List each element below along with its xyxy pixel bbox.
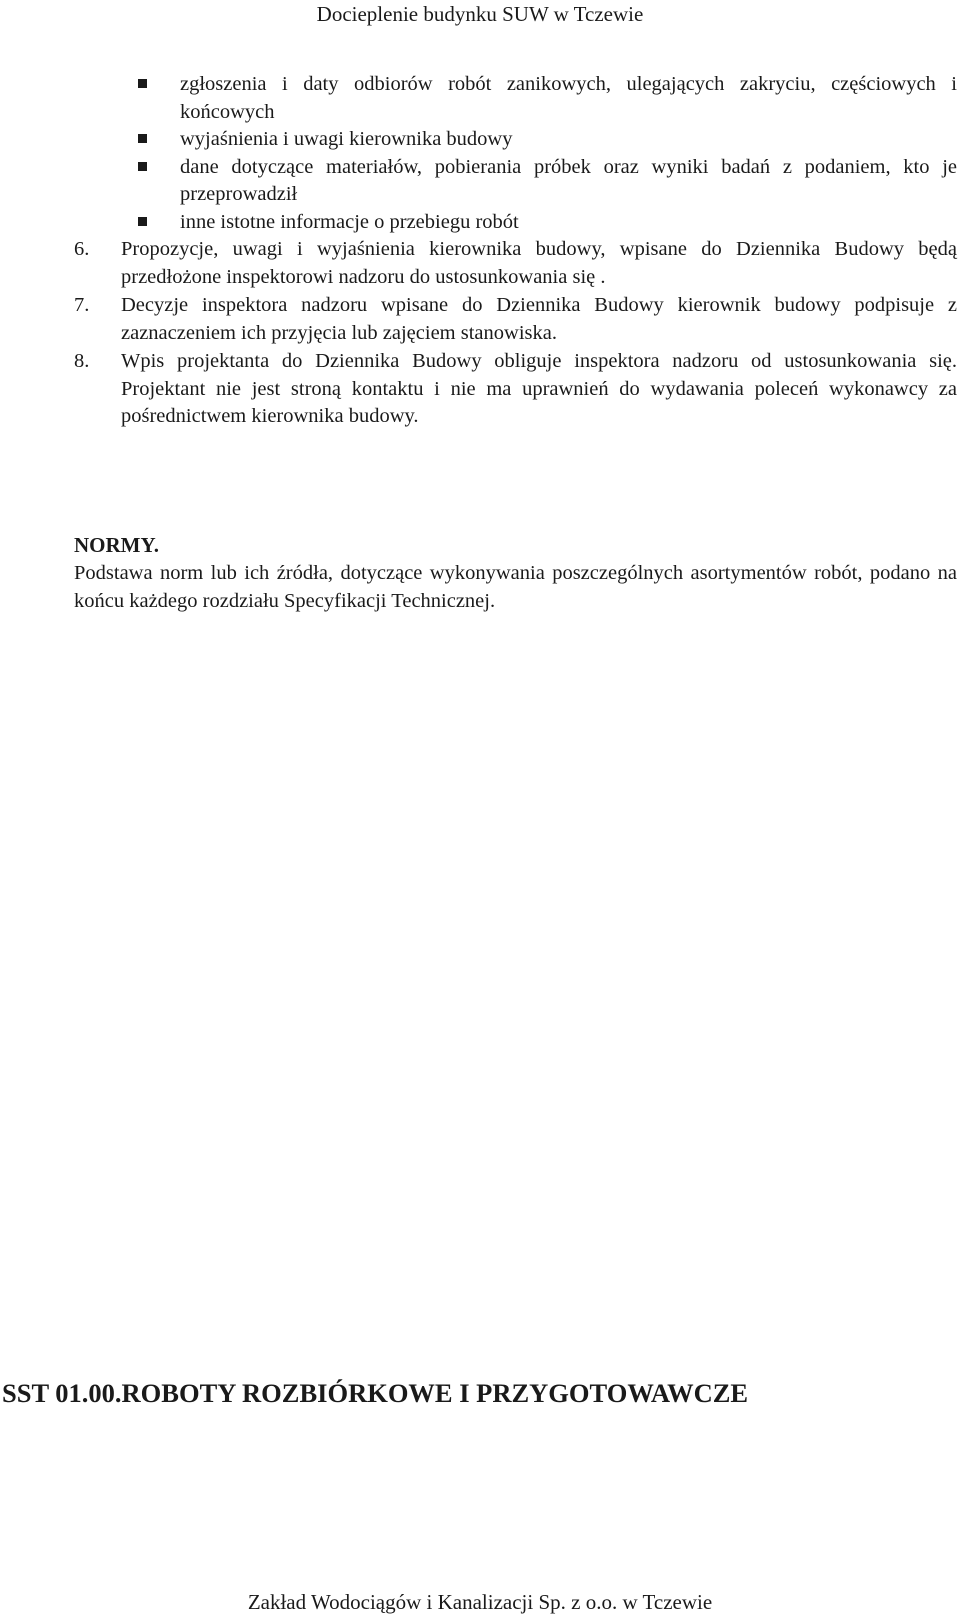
list-item-text: inne istotne informacje o przebiegu robót (180, 210, 519, 233)
item-number: 7. (74, 294, 90, 316)
numbered-item (74, 348, 957, 431)
norms-heading: NORMY. (74, 533, 159, 557)
page-header: Docieplenie budynku SUW w Tczewie (316, 2, 644, 26)
square-bullet-icon (138, 79, 147, 88)
item-text: Decyzje inspektora nadzoru wpisane do Dziennika Budowy kierownik budowy podpisuje z zaznaczeniem ich przyjęcia lub zajęciem stanowiska. (121, 294, 957, 344)
list-item (180, 154, 957, 209)
square-bullet-icon (138, 162, 147, 171)
norms-paragraph: Podstawa norm lub ich źródła, dotyczące wykonywania poszczególnych asortymentów robót, podano na końcu każdego rozdziału Specyfikacji Technicznej. (74, 562, 957, 612)
norms-section (74, 532, 957, 615)
bullet-list (180, 71, 957, 236)
list-item (180, 126, 957, 154)
list-item-text: zgłoszenia i daty odbiorów robót zanikowych, ulegających zakryciu, częściowych i końcowych (180, 73, 957, 123)
page-footer: Zakład Wodociągów i Kanalizacji Sp. z o.o. w Tczewie (247, 1590, 713, 1614)
numbered-item (74, 292, 957, 347)
item-text: Wpis projektanta do Dziennika Budowy obliguje inspektora nadzoru od ustosunkowania się. Projektant nie jest stroną kontaktu i nie ma uprawnień do wydawania poleceń wykonawcy za pośrednictwem kierownika budowy. (121, 350, 957, 427)
item-number: 8. (74, 350, 90, 372)
numbered-item (74, 236, 957, 291)
item-number: 6. (74, 238, 90, 260)
item-text: Propozycje, uwagi i wyjaśnienia kierownika budowy, wpisane do Dziennika Budowy będą przedłożone inspektorowi nadzoru do ustosunkowania się . (121, 238, 957, 288)
list-item-text: wyjaśnienia i uwagi kierownika budowy (180, 128, 513, 150)
section-title: SST 01.00.ROBOTY ROZBIÓRKOWE I PRZYGOTOWAWCZE (2, 1378, 749, 1408)
square-bullet-icon (138, 217, 147, 226)
square-bullet-icon (138, 134, 147, 143)
list-item (180, 209, 957, 237)
list-item (180, 71, 957, 126)
list-item-text: dane dotyczące materiałów, pobierania próbek oraz wyniki badań z podaniem, kto je przeprowadził (180, 155, 957, 205)
numbered-list (74, 236, 957, 432)
